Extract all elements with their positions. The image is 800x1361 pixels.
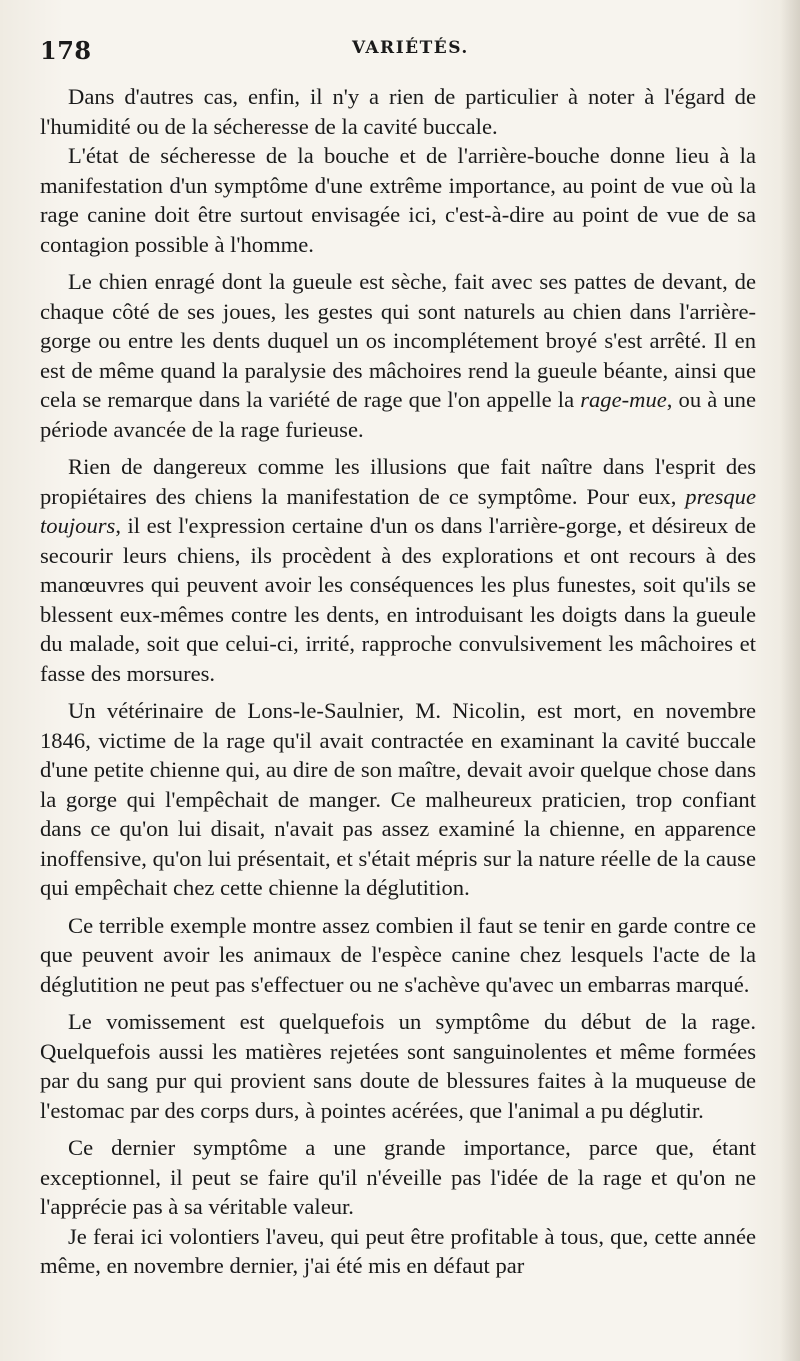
paragraph-text: Je ferai ici volontiers l'aveu, qui peut être profitable à tous, que, cette année même, en novembre dernier, j'ai été mis en défaut par [40,1223,756,1278]
paragraph-text: , ou à une période avancée de la rage furieuse. [40,387,756,442]
paragraph-text: Rien de dangereux comme les illusions que fait naître dans l'esprit des propiétaires des chiens la manifestation de ce symptôme. Pour eux, [40,454,756,509]
paragraph-text: Un vétérinaire de Lons-le-Saulnier, M. Nicolin, est mort, en novembre 1846, victime de la rage qu'il avait contractée en examinant la cavité buccale d'une petite chienne qui, au dire de son maître, devait avoir quelque chose dans la gorge qui l'empêchait de manger. Ce malheureux praticien, trop confiant dans ce qu'on lui disait, n'avait pas assez examiné la chienne, en apparence inoffensive, qu'on lui présentait, et s'était mépris sur la nature réelle de la cause qui empêchait chez cette chienne la déglutition. [40,698,756,900]
page-header [40,36,760,68]
paragraph-text: , il est l'expression certaine d'un os dans l'arrière-gorge, et désireux de secourir leurs chiens, ils procèdent à des explorations et ont recours à des manœuvres qui peuvent avoir les conséquences les plus funestes, soit qu'ils se blessent eux-mêmes contre les dents, en introduisant les doigts dans la gueule du malade, soit que celui-ci, irrité, rapproche convulsivement les mâchoires et fasse des morsures. [40,513,756,686]
italic-text: rage-mue [580,387,667,412]
paragraph-text: Le chien enragé dont la gueule est sèche, fait avec ses pattes de devant, de chaque côté de ses joues, les gestes qui sont naturels au chien dans l'arrière-gorge ou entre les dents duquel un os incomplétement broyé s'est arrêté. Il en est de même quand la paralysie des mâchoires rend la gueule béante, ainsi que cela se remarque dans la variété de rage que l'on appelle la [40,269,756,412]
italic-text: presque toujours [40,483,756,538]
body-text [40,82,756,1281]
paragraph-text: Le vomissement est quelquefois un symptôme du début de la rage. Quelquefois aussi les matières rejetées sont sanguinolentes et même formées par du sang pur qui provient sans doute de blessures faites à la muqueuse de l'estomac par des corps durs, à pointes acérées, que l'animal a pu déglutir. [40,1009,756,1123]
page-edge-shadow [780,0,800,1361]
paragraph-p9 [40,1222,756,1281]
paragraph-text: L'état de sécheresse de la bouche et de l'arrière-bouche donne lieu à la manifestation d'un symptôme d'une extrême importance, au point de vue où la rage canine doit être surtout envisagée ici, c'est-à-dire au point de vue de sa contagion possible à l'homme. [40,143,756,257]
paragraph-p5 [40,696,756,903]
paragraph-p8 [40,1133,756,1222]
paragraph-p2 [40,141,756,259]
paragraph-p1 [40,82,756,141]
paragraph-p6 [40,911,756,1000]
paragraph-p4 [40,452,756,688]
paragraph-text: Ce dernier symptôme a une grande importance, parce que, étant exceptionnel, il peut se faire qu'il n'éveille pas l'idée de la rage et qu'on ne l'apprécie pas à sa véritable valeur. [40,1135,756,1219]
paragraph-text: Dans d'autres cas, enfin, il n'y a rien de particulier à noter à l'égard de l'humidité ou de la sécheresse de la cavité buccale. [40,84,756,139]
running-head: VARIÉTÉS. [352,38,469,58]
page-number: 178 [40,36,92,65]
paragraph-text: Ce terrible exemple montre assez combien il faut se tenir en garde contre ce que peuvent avoir les animaux de l'espèce canine chez lesquels l'acte de la déglutition ne peut pas s'effectuer ou ne s'achève qu'avec un embarras marqué. [40,912,756,997]
paragraph-p7 [40,1007,756,1125]
paragraph-p3 [40,267,756,444]
